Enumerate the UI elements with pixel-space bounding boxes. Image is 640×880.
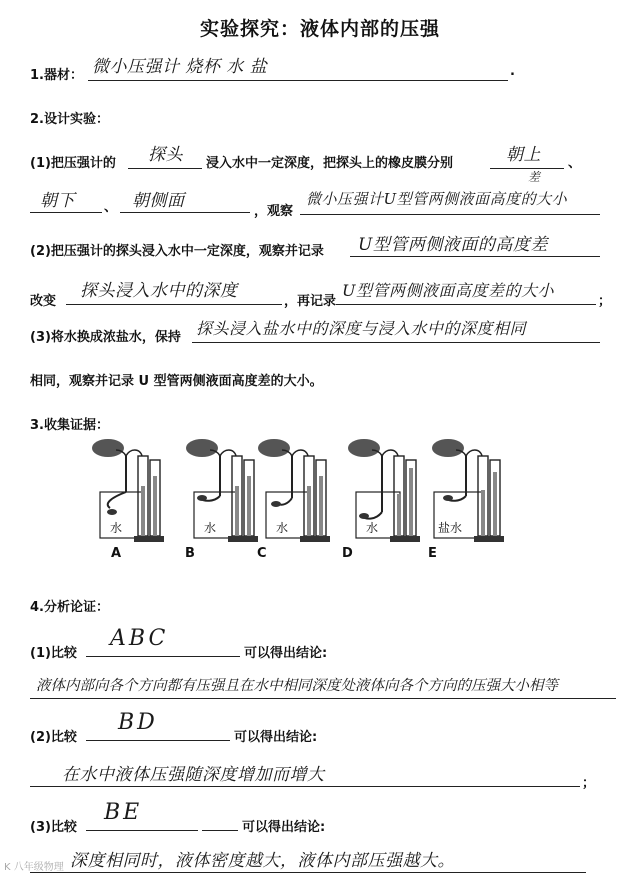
equipment-underline (88, 80, 508, 81)
analysis-conclusion-label-1: 可以得出结论: (244, 646, 328, 661)
analysis-conclusion-2: 在水中液体压强随深度增加而增大 (62, 765, 325, 785)
watermark: K 八年级物理 (4, 862, 64, 873)
underline (30, 698, 616, 699)
apparatus-liquid-e: 盐水 (438, 521, 463, 535)
underline (192, 342, 600, 343)
underline (66, 304, 282, 305)
design-answer-insert: 差 (528, 170, 541, 184)
analysis-conclusion-1: 液体内部向各个方向都有压强且在水中相同深度处液体向各个方向的压强大小相等 (36, 678, 558, 694)
design-answer-side: 朝侧面 (132, 191, 185, 211)
apparatus-liquid-b: 水 (204, 521, 217, 535)
underline (86, 830, 198, 831)
design-line4-text-b: ，再记录 (284, 294, 337, 309)
panel-label-e: E (428, 546, 437, 561)
apparatus-liquid-a: 水 (110, 521, 123, 535)
design-answer-depth: 探头浸入水中的深度 (80, 281, 238, 301)
apparatus-panel-d (348, 439, 420, 542)
design-line4-text: 改变 (30, 294, 57, 309)
design-line1-text: (1)把压强计的 (30, 156, 116, 171)
apparatus-panel-e (432, 439, 504, 542)
apparatus-panel-b (186, 439, 258, 542)
equipment-answer: 微小压强计 烧杯 水 盐 (92, 57, 268, 77)
design-line3-text: (2)把压强计的探头浸入水中一定深度，观察并记录 (30, 244, 324, 259)
apparatus-liquid-d: 水 (366, 521, 379, 535)
underline (30, 786, 580, 787)
design-heading: 2.设计实验： (30, 112, 109, 127)
panel-label-a: A (111, 546, 122, 561)
analysis-conclusion-label-2: 可以得出结论: (234, 730, 318, 745)
equipment-label: 1.器材： (30, 68, 83, 83)
apparatus-liquid-c: 水 (276, 521, 289, 535)
underline (336, 304, 596, 305)
design-answer-saltwater: 探头浸入盐水中的深度与浸入水中的深度相同 (196, 319, 527, 338)
underline (30, 872, 586, 873)
underline (86, 740, 230, 741)
apparatus-panel-c (258, 439, 330, 542)
analysis-answer-1: ABC (110, 626, 169, 651)
design-line6-text: 相同，观察并记录 U 型管两侧液面高度差的大小。 (30, 374, 323, 389)
analysis-answer-3: BE (104, 800, 143, 825)
underline (30, 212, 102, 213)
design-line2-text: ，观察 (254, 204, 294, 219)
design-answer-up: 朝上 (506, 145, 541, 165)
underline (490, 168, 564, 169)
underline (120, 212, 250, 213)
design-answer-probe: 探头 (148, 145, 183, 165)
underline (86, 656, 240, 657)
analysis-conclusion-label-3: 可以得出结论: (242, 820, 326, 835)
evidence-heading: 3.收集证据： (30, 418, 109, 433)
apparatus-figure (80, 432, 540, 562)
design-sep: 、 (568, 156, 582, 171)
panel-label-b: B (185, 546, 195, 561)
analysis-conclusion-3: 深度相同时，液体密度越大，液体内部压强越大。 (70, 851, 455, 871)
design-answer-down: 朝下 (40, 191, 75, 211)
panel-label-c: C (257, 546, 267, 561)
design-answer-height: U型管两侧液面高度差的大小 (342, 281, 554, 300)
analysis-answer-2: BD (118, 710, 158, 735)
design-answer-observe: 微小压强计U型管两侧液面高度的大小 (306, 190, 568, 208)
design-line4-end: ； (598, 294, 612, 309)
underline (350, 256, 600, 257)
analysis-compare-1: (1)比较 (30, 646, 77, 661)
design-line1-text-b: 浸入水中一定深度，把探头上的橡皮膜分别 (206, 156, 454, 171)
panel-label-d: D (342, 546, 353, 561)
page-title: 实验探究：液体内部的压强 (199, 18, 440, 40)
design-answer-record: U型管两侧液面的高度差 (358, 235, 548, 255)
underline (300, 214, 600, 215)
design-line5-text: (3)将水换成浓盐水，保持 (30, 330, 181, 345)
analysis-compare-2: (2)比较 (30, 730, 77, 745)
analysis-compare-3: (3)比较 (30, 820, 77, 835)
underline (128, 168, 202, 169)
design-sep2: 、 (104, 200, 118, 215)
apparatus-panel-a (92, 439, 164, 542)
underline (202, 830, 238, 831)
analysis-conclusion-2-end: ； (582, 776, 596, 791)
equipment-end: . (510, 64, 515, 79)
analysis-heading: 4.分析论证： (30, 600, 109, 615)
